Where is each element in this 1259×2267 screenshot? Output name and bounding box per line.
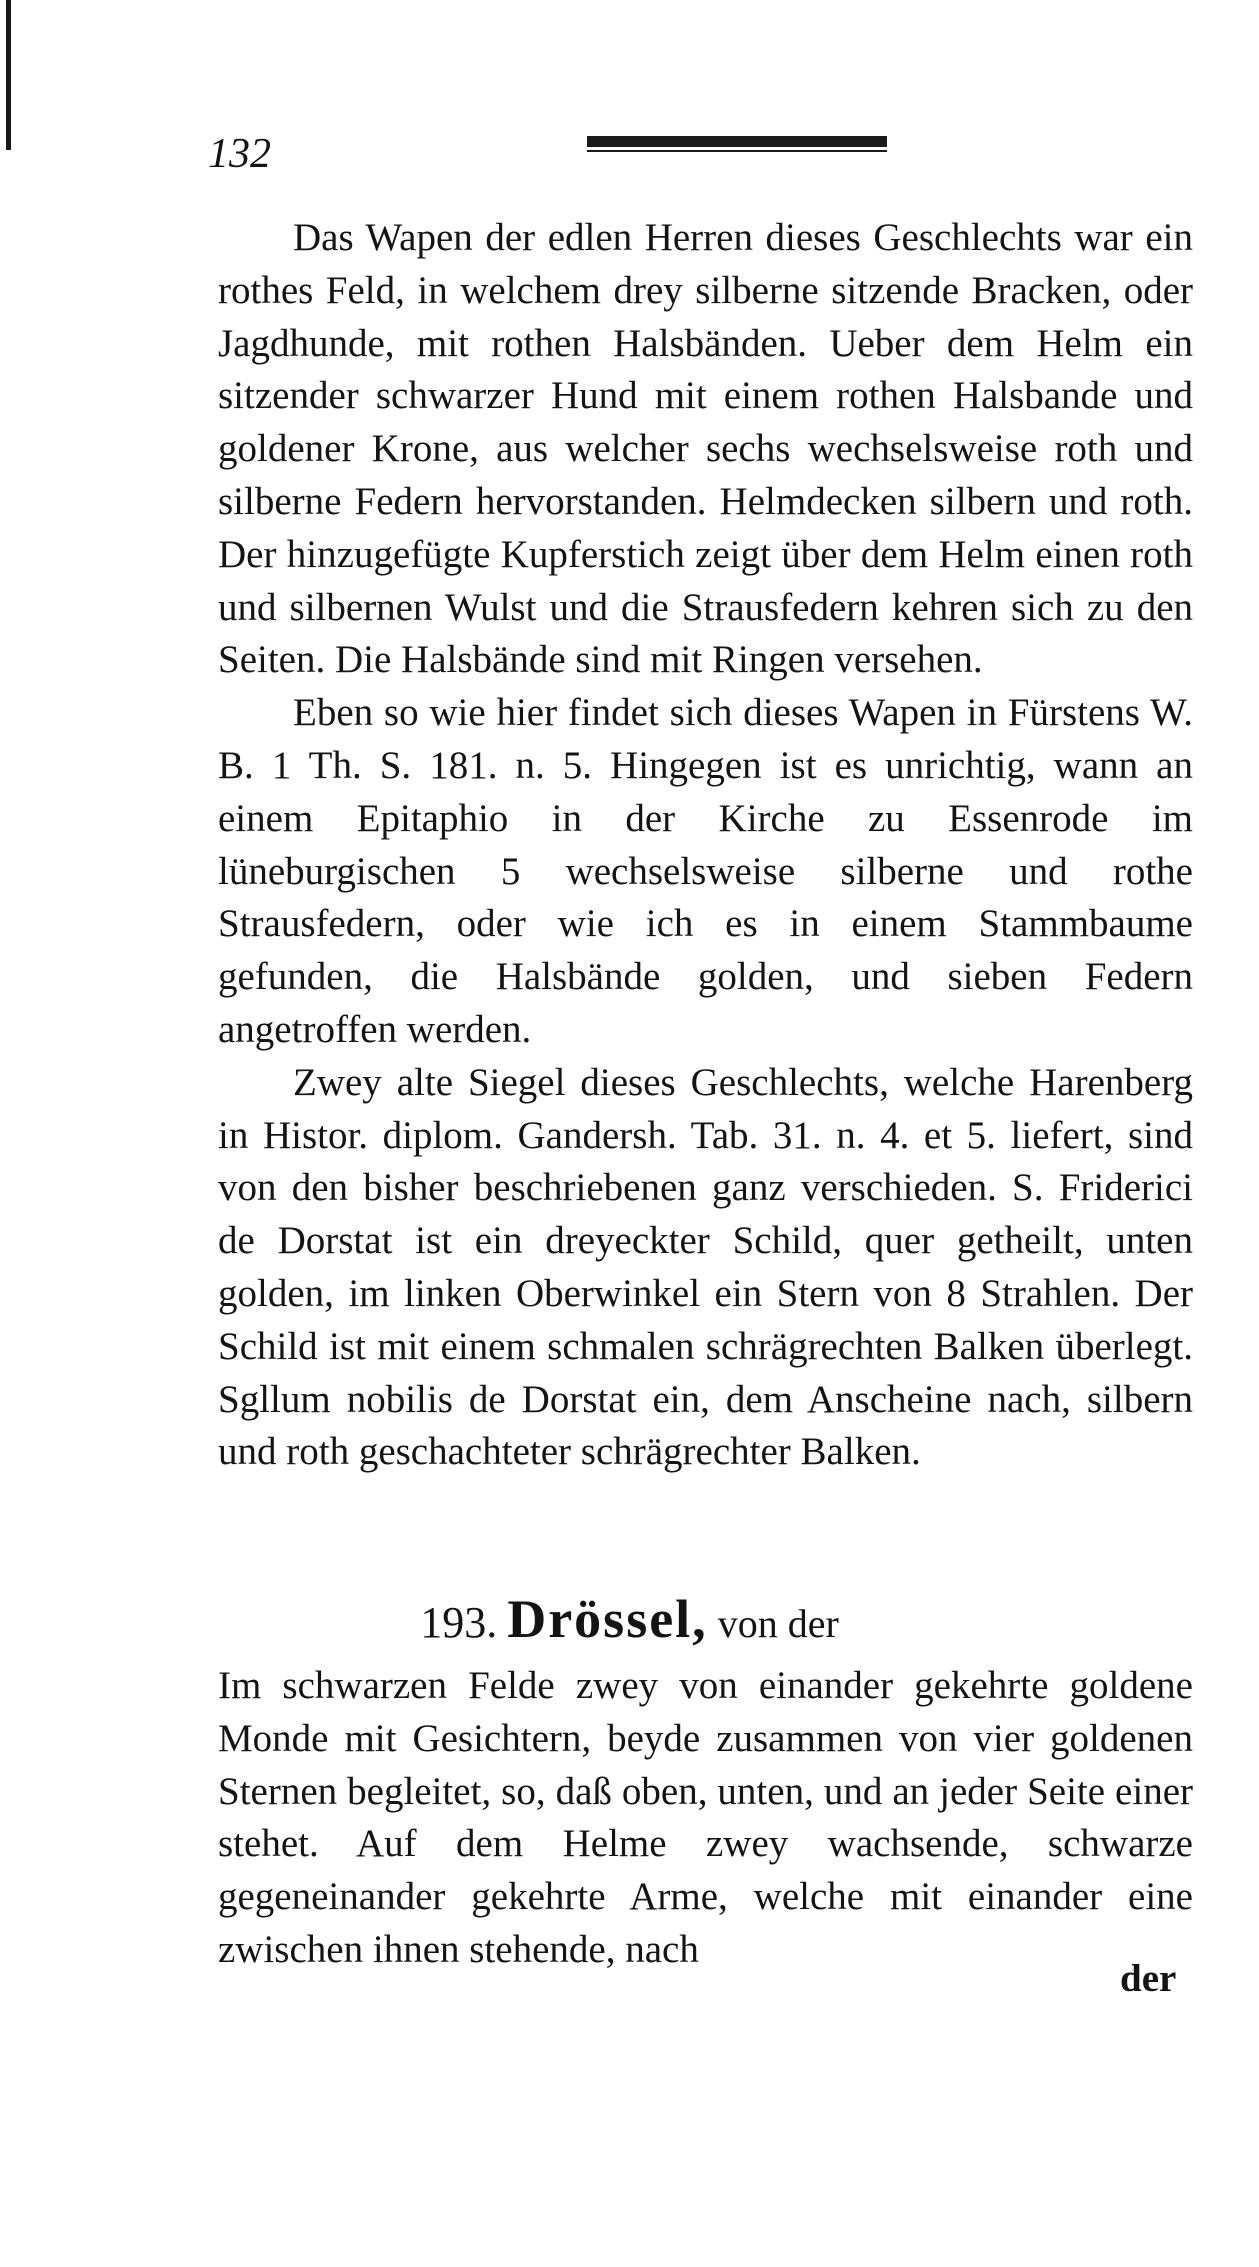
paragraph: Im schwarzen Felde zwey von einander gekehrte goldene Monde mit Gesichtern, beyde zusammen von vier goldenen Sternen begleitet, so, daß oben, unten, und an jeder Seite einer stehet. Auf dem Helme zwey wachsende, schwarze gegeneinander gekehrte Arme, welche mit einander eine zwischen ihnen stehende, nach xyxy=(218,1664,1193,1971)
entry-heading xyxy=(0,1588,1259,1650)
entry-name: Drössel, xyxy=(507,1589,708,1649)
paragraph: Zwey alte Siegel dieses Geschlechts, welche Harenberg in Histor. diplom. Gandersh. Tab. 31. n. 4. et 5. liefert, sind von den bisher beschriebenen ganz verschieden. S. Friderici de Dorstat ist ein dreyeckter Schild, quer getheilt, unten golden, im linken Oberwinkel ein Stern von 8 Strahlen. Der Schild ist mit einem schmalen schrägrechten Balken überlegt. Sgllum nobilis de Dorstat ein, dem Anscheine nach, silbern und roth geschachteter schrägrechter Balken. xyxy=(218,1060,1193,1474)
page-number: 132 xyxy=(208,131,271,177)
paragraph: Das Wapen der edlen Herren dieses Geschlechts war ein rothes Feld, in welchem drey silberne sitzende Bracken, oder Jagdhunde, mit rothen Halsbänden. Ueber dem Helm ein sitzender schwarzer Hund mit einem rothen Halsbande und goldener Krone, aus welcher sechs wechselsweise roth und silberne Federn hervorstanden. Helmdecken silbern und roth. Der hinzugefügte Kupferstich zeigt über dem Helm einen roth und silbernen Wulst und die Strausfedern kehren sich zu den Seiten. Die Halsbände sind mit Ringen versehen. xyxy=(218,216,1193,682)
catchword: der xyxy=(1120,1957,1177,2000)
header-rule xyxy=(587,136,887,147)
section-body-1 xyxy=(218,212,1193,1479)
entry-suffix: von der xyxy=(717,1601,839,1646)
entry-number: 193. xyxy=(420,1598,498,1647)
binding-edge xyxy=(6,0,11,150)
section-body-2 xyxy=(218,1660,1193,1977)
paragraph: Eben so wie hier findet sich dieses Wapen in Fürstens W. B. 1 Th. S. 181. n. 5. Hingegen ist es unrichtig, wann an einem Epitaphio in der Kirche zu Essenrode im lüneburgischen 5 wechselsweise silberne und rothe Strausfedern, oder wie ich es in einem Stammbaume gefunden, die Halsbände golden, und sieben Federn angetroffen werden. xyxy=(218,691,1193,1051)
